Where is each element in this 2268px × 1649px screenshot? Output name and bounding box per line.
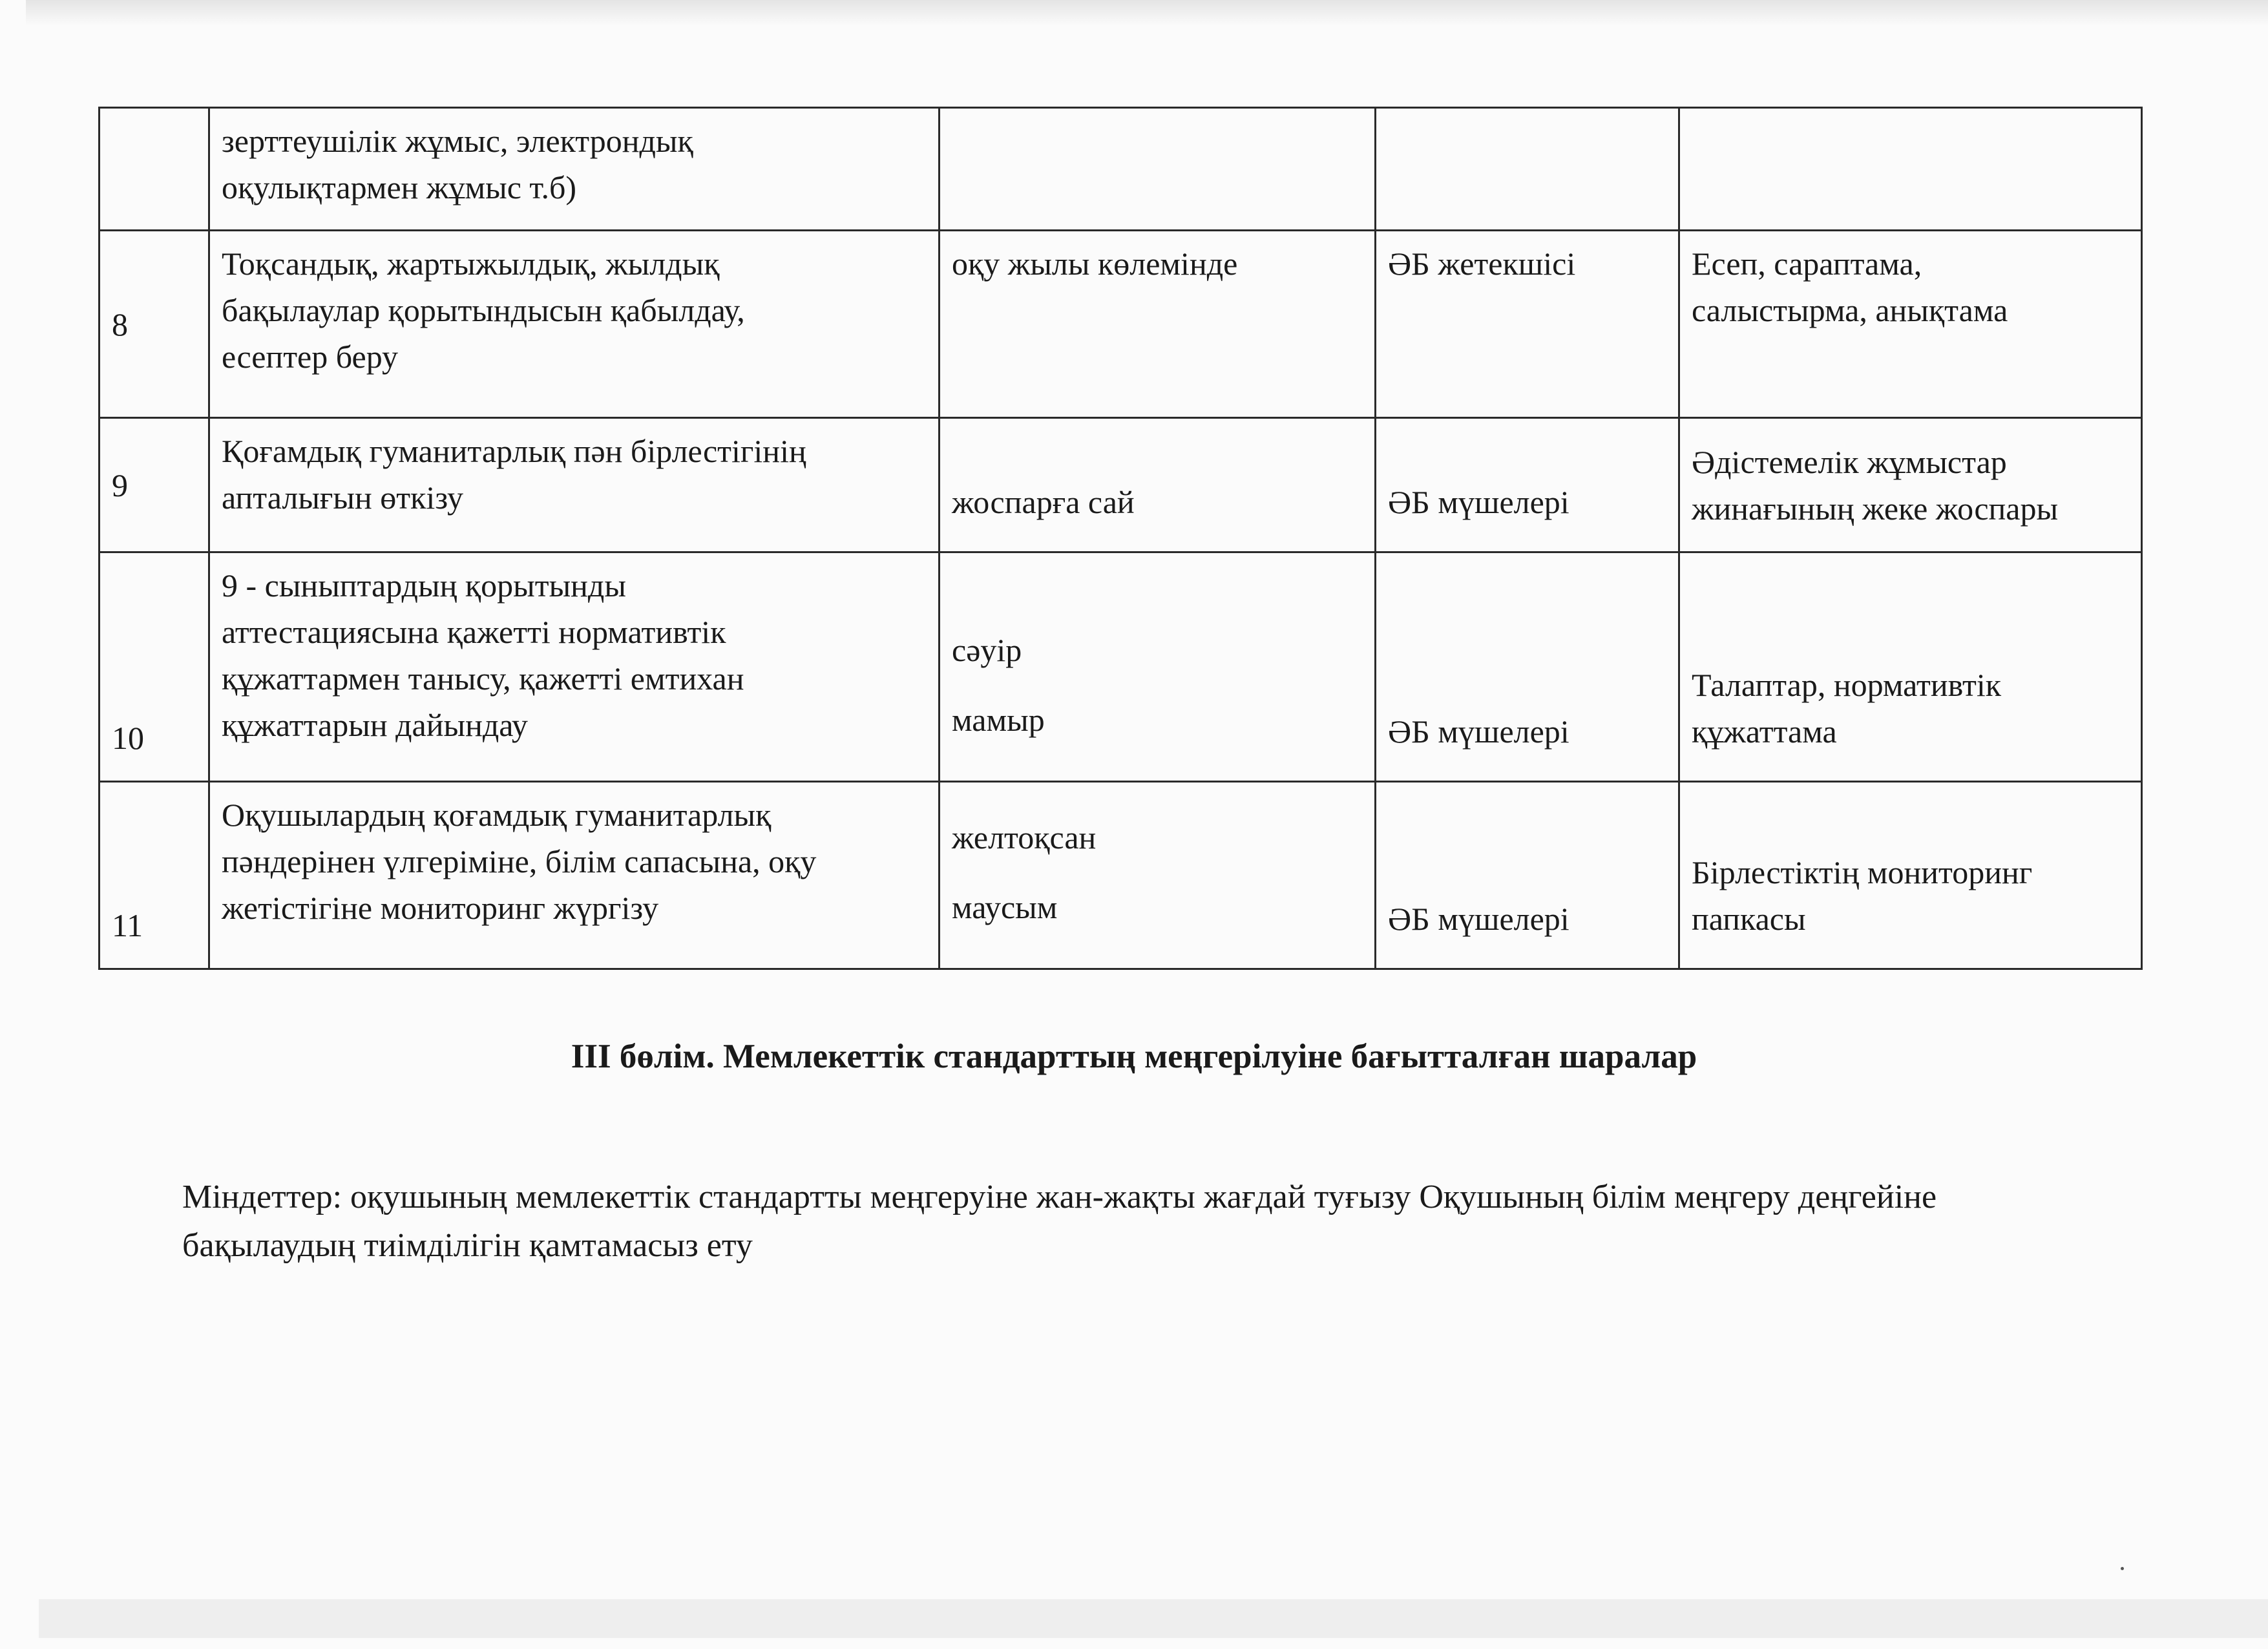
responsible-cell: ӘБ мүшелері [1376, 418, 1679, 552]
table-row [100, 552, 2142, 782]
date-cell [940, 108, 1376, 231]
row-number [100, 108, 209, 231]
row-number: 10 [100, 552, 209, 782]
result-cell [1679, 108, 2142, 231]
date-cell: желтоқсан маусым [940, 782, 1376, 969]
row-number: 9 [100, 418, 209, 552]
tasks-paragraph: Міндеттер: оқушының мемлекеттік стандартты меңгеруіне жан-жақты жағдай туғызу Оқушының білім меңгеру деңгейіне бақылаудың тиімділігін қамтамасыз ету [182, 1179, 1937, 1264]
table-row [100, 231, 2142, 418]
date-cell: сәуір мамыр [940, 552, 1376, 782]
row-number: 8 [100, 231, 209, 418]
scan-speck [2121, 1567, 2124, 1570]
event-cell: зерттеушілік жұмыс, электрондық оқулықтармен жұмыс т.б) [209, 108, 940, 231]
table-row [100, 108, 2142, 231]
event-cell: Қоғамдық гуманитарлық пән бірлестігінің апталығын өткізу [209, 418, 940, 552]
result-cell: Есеп, сараптама, салыстырма, анықтама [1679, 231, 2142, 418]
event-cell: Тоқсандық, жартыжылдық, жылдық бақылаулар қорытындысын қабылдау, есептер беру [209, 231, 940, 418]
result-cell: Талаптар, нормативтік құжаттама [1679, 552, 2142, 782]
event-cell: Оқушылардың қоғамдық гуманитарлық пәндерінен үлгеріміне, білім сапасына, оқу жетістігіне мониторинг жүргізу [209, 782, 940, 969]
responsible-cell: ӘБ мүшелері [1376, 782, 1679, 969]
row-number: 11 [100, 782, 209, 969]
responsible-cell [1376, 108, 1679, 231]
result-cell: Бірлестіктің мониторинг папкасы [1679, 782, 2142, 969]
responsible-cell: ӘБ жетекшісі [1376, 231, 1679, 418]
table-row [100, 418, 2142, 552]
date-cell: оқу жылы көлемінде [940, 231, 1376, 418]
scan-edge-bottom [39, 1599, 2268, 1638]
table-row [100, 782, 2142, 969]
scan-edge-top [26, 0, 2268, 26]
result-cell: Әдістемелік жұмыстар жинағының жеке жоспары [1679, 418, 2142, 552]
plan-table [98, 107, 2143, 970]
section-title: ІІІ бөлім. Мемлекеттік стандарттың меңгерілуіне бағытталған шаралар [571, 1038, 1697, 1075]
event-cell: 9 - сыныптардың қорытынды аттестациясына қажетті нормативтік құжаттармен танысу, қажетті емтихан құжаттарын дайындау [209, 552, 940, 782]
date-cell: жоспарға сай [940, 418, 1376, 552]
responsible-cell: ӘБ мүшелері [1376, 552, 1679, 782]
